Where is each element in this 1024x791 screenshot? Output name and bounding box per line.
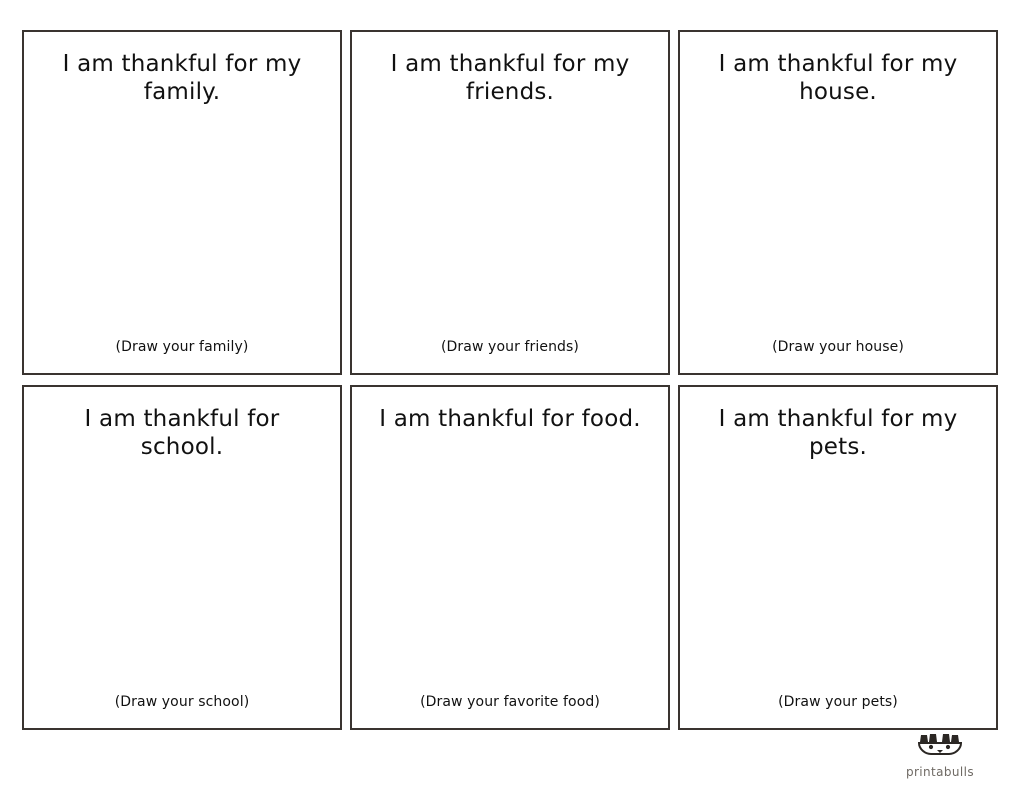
card-drawing-prompt: (Draw your school): [114, 694, 250, 710]
card-drawing-prompt: (Draw your favorite food): [420, 694, 600, 710]
thankful-card: [22, 30, 342, 375]
card-drawing-prompt: (Draw your friends): [440, 339, 579, 355]
card-title: I am thankful for my family.: [62, 51, 302, 106]
card-title: I am thankful for my house.: [718, 51, 958, 106]
card-drawing-prompt: (Draw your house): [772, 339, 904, 355]
thankful-card: [678, 30, 998, 375]
card-title: I am thankful for school.: [84, 406, 280, 461]
card-title: I am thankful for my pets.: [718, 406, 958, 461]
card-title: I am thankful for food.: [379, 406, 641, 432]
thankful-card: [350, 30, 670, 375]
brand-name: printabulls: [905, 765, 975, 779]
thankful-cards-grid: [22, 30, 1000, 730]
thankful-card: [22, 385, 342, 730]
thankful-card: [678, 385, 998, 730]
bulldog-face-icon: [917, 733, 963, 763]
card-drawing-prompt: (Draw your family): [115, 339, 249, 355]
card-title: I am thankful for my friends.: [390, 51, 630, 106]
thankful-card: [350, 385, 670, 730]
card-drawing-prompt: (Draw your pets): [778, 694, 898, 710]
footer-logo-block: [880, 733, 1000, 779]
